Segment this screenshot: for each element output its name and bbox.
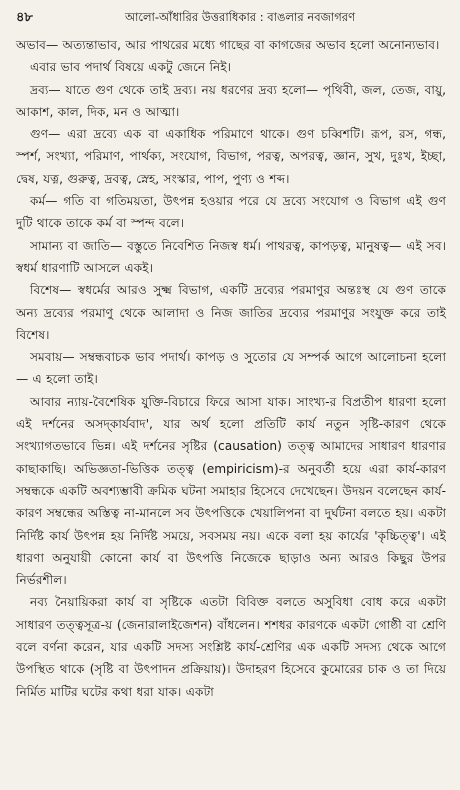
- paragraph-samavaya: সমবায়— সম্বন্ধবাচক ভাব পদার্থ। কাপড় ও সুতোর যে সম্পর্ক আগে আলোচনা হলো— এ হলো তাই।: [16, 350, 446, 387]
- paragraph-bhava-intro: এবার ভাব পদার্থ বিষয়ে একটু জেনে নিই।: [30, 60, 232, 75]
- paragraph-navya-naiyayika: নব্য নৈয়ায়িকরা কার্য বা সৃষ্টিকে এতটা বিবিক্ত বলতে অসুবিধা বোধ করে একটা সাধারণ তত্ত্বসূত্র-য় (জেনারালাইজেশন) বাঁধলেন। শশধর কারণকে একটা গোষ্ঠী বা শ্রেণি বলে বর্ণনা করেন, যার একটি সদস্য সংশ্লিষ্ট কার্য-শ্রেণির এক একটি সদস্য থেকে আগে উপস্থিত থাকে (সৃষ্টি বা উৎপাদন প্রক্রিয়ায়)। উদাহরণ হিসেবে কুমোরের চাক ও তা দিয়ে নির্মিত মাটির ঘটের কথা ধরা যাক। একটা: [16, 595, 446, 699]
- paragraph-dravya: দ্রব্য— যাতে গুণ থেকে তাই দ্রব্য। নয় ধরণের দ্রব্য হলো— পৃথিবী, জল, তেজ, বায়ু, আকাশ, কাল, দিক, মন ও আত্মা।: [16, 82, 446, 119]
- paragraph-vishesha: বিশেষ— স্বধর্মের আরও সুক্ষ্ম বিভাগ, একটি দ্রব্যের পরমাণুর অন্তঃস্থ যে গুণ তাকে অন্য দ্রব্যের পরমাণু থেকে আলাদা ও নিজ জাতির দ্রব্যের পরমাণুর সংযুক্ত করে তাই বিশেষ।: [16, 283, 446, 342]
- page-header: [16, 6, 446, 30]
- running-title: আলো-আঁধারির উত্তরাধিকার : বাঙলার নবজাগরণ: [124, 10, 356, 24]
- page-number: ৪৮: [16, 10, 33, 25]
- paragraph-guna: গুণ— এরা দ্রব্যে এক বা একাধিক পরিমাণে থাকে। গুণ চব্বিশটি। রূপ, রস, গন্ধ, স্পর্শ, সংখ্যা, পরিমাণ, পার্থক্য, সংযোগ, বিভাগ, পরত্ব, অপরত্ব, জ্ঞান, সুখ, দুঃখ, ইচ্ছা, দ্বেষ, যত্ন, গুরুত্ব, দ্রবত্ব, স্নেহ, সংস্কার, পাপ, পুণ্য ও শব্দ।: [16, 127, 446, 186]
- paragraph-samanya: সামান্য বা জাতি— বস্তুতে নিবেশিত নিজস্ব ধর্ম। পাথরত্ব, কাপড়ত্ব, মানুষত্ব— এই সব। স্বধর্ম ধারণাটি আসলে একই।: [16, 238, 446, 275]
- paragraph-nyaya-vaisheshika: আবার ন্যায়-বৈশেষিক যুক্তি-বিচারে ফিরে আসা যাক। সাংখ্য-র বিপ্রতীপ ধারণা হলো এই দর্শনের অসদ্‌কার্যবাদ', যার অর্থ হলো প্রতিটি কার্য নতুন সৃষ্টি-কারণ থেকে সংখ্যাগতভাবে ভিন্ন। এই দর্শনের সৃষ্টির (causation) তত্ত্ব আমাদের সাধারণ ধারণার কাছাকাছি। অভিজ্ঞতা-ভিত্তিক তত্ত্ব (empiricism)-র অনুবর্তী হয়ে এরা কার্য-কারণ সম্বন্ধকে একটি অবশ্যম্ভাবী ক্রমিক ঘটনা সমাহার হিসেবে দেখেছেন। উদয়ন বলেছেন কার্য-কারণ সম্বন্ধের অস্তিত্ব না-মানলে সব উৎপত্তিকে খেয়ালিপনা বা দুর্ঘটনা বলতে হয়। একটা নির্দিষ্ট কার্য উৎপন্ন হয় নির্দিষ্ট সময়ে, সবসময় নয়। একে বলা হয় কার্যের 'কৃচ্চিত্ত্ব'। এই ধারণা অনুযায়ী কোনো কার্য বা উৎপত্তি নিজেকে ছাড়াও অন্য আরও কিছুর উপর নির্ভরশীল।: [16, 394, 446, 588]
- page-body: [16, 34, 446, 703]
- paragraph-karma: কর্ম— গতি বা গতিময়তা, উৎপন্ন হওয়ার পরে যে দ্রব্যে সংযোগ ও বিভাগ এই গুণ দুটি থাকে তাকে কর্ম বা স্পন্দ বলে।: [16, 194, 446, 231]
- paragraph-abhava: অভাব— অত্যন্তাভাব, আর পাথরের মধ্যে গাছের বা কাগজের অভাব হলো অনোন্যভাব।: [16, 38, 440, 52]
